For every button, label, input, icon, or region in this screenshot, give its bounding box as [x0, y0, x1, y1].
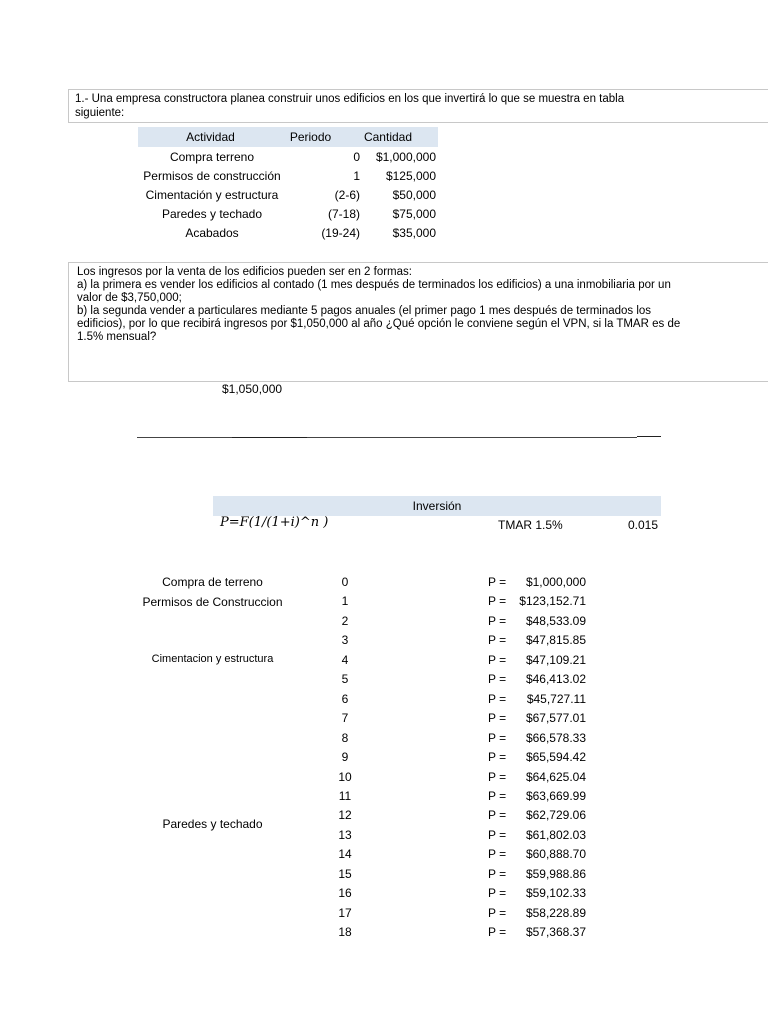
pv-row [0, 573, 768, 592]
pv-period: 1 [341, 594, 349, 608]
pv-period: 0 [341, 575, 349, 589]
pv-row [0, 592, 768, 611]
act-row-2-cantidad: $50,000 [392, 188, 436, 202]
pv-period: 4 [341, 653, 349, 667]
pv-value: $64,625.04 [525, 770, 586, 784]
p-equals-label: P = [488, 594, 507, 608]
p-equals-label: P = [488, 575, 507, 589]
act-row-1-actividad: Permisos de construcción [143, 169, 281, 183]
act-row-2-actividad: Cimentación y estructura [145, 188, 279, 202]
p-equals-label: P = [488, 867, 507, 881]
problem-statement-box [68, 89, 768, 123]
act-row-4-periodo: (19-24) [321, 226, 360, 240]
pv-period: 2 [341, 614, 349, 628]
pv-value: $63,669.99 [525, 789, 586, 803]
pv-value: $47,109.21 [525, 653, 586, 667]
p-equals-label: P = [488, 633, 507, 647]
pv-row [0, 865, 768, 884]
pv-value: $59,988.86 [525, 867, 586, 881]
act-row-4-actividad: Acabados [185, 226, 239, 240]
pv-row [0, 670, 768, 689]
p-equals-label: P = [488, 672, 507, 686]
income-line-4: b) la segunda vender a particulares mediante 5 pagos anuales (el primer pago 1 mes después de terminados los [77, 305, 652, 317]
header-cantidad: Cantidad [363, 130, 413, 144]
label-permisos: Permisos de Construccion [142, 595, 283, 609]
label-compra-terreno: Compra de terreno [162, 575, 263, 589]
income-line-1: Los ingresos por la venta de los edificios pueden ser en 2 formas: [77, 266, 412, 278]
pv-value: $123,152.71 [519, 594, 586, 608]
investment-header: Inversión [213, 496, 661, 516]
pv-value: $48,533.09 [525, 614, 586, 628]
act-row-1-periodo: 1 [353, 169, 360, 183]
divider-line-2 [232, 437, 307, 438]
pv-value: $65,594.42 [525, 750, 586, 764]
p-equals-label: P = [488, 808, 507, 822]
pv-period: 8 [341, 731, 349, 745]
income-line-5: edificios), por lo que recibirá ingresos por $1,050,000 al año ¿Qué opción le conviene según el VPN, si la TMAR es de [77, 318, 681, 330]
label-cimentacion: Cimentacion y estructura [151, 653, 274, 665]
tmar-label: TMAR 1.5% [498, 518, 563, 532]
pv-period: 13 [338, 828, 352, 842]
act-row-3-periodo: (7-18) [327, 207, 360, 221]
pv-period: 18 [338, 925, 352, 939]
pv-row [0, 923, 768, 942]
p-equals-label: P = [488, 711, 507, 725]
pv-value: $58,228.89 [525, 906, 586, 920]
income-statement-box [68, 262, 768, 382]
present-value-formula: P=F(1/(1+i)^n ) [220, 515, 329, 530]
pv-period: 10 [338, 770, 352, 784]
pv-period: 5 [341, 672, 349, 686]
act-row-2-periodo: (2-6) [334, 188, 360, 202]
act-row-0-actividad: Compra terreno [169, 150, 255, 164]
act-row-0-periodo: 0 [353, 150, 360, 164]
label-paredes: Paredes y techado [162, 817, 263, 831]
pv-value: $1,000,000 [525, 575, 586, 589]
pv-value: $45,727.11 [526, 692, 586, 706]
pv-period: 15 [338, 867, 352, 881]
pv-period: 12 [338, 808, 352, 822]
divider-line-1 [137, 437, 232, 438]
pv-row [0, 768, 768, 787]
pv-row [0, 826, 768, 845]
annual-income-amount: $1,050,000 [222, 382, 283, 396]
pv-value: $57,368.37 [525, 925, 586, 939]
pv-row [0, 729, 768, 748]
pv-row [0, 631, 768, 650]
income-line-2: a) la primera es vender los edificios al contado (1 mes después de terminados los edificios) a una inmobiliaria por un [77, 279, 671, 291]
p-equals-label: P = [488, 925, 507, 939]
problem-line-1: 1.- Una empresa constructora planea construir unos edificios en los que invertirá lo que se muestra en tabla [75, 93, 625, 105]
income-line-6: 1.5% mensual? [77, 331, 157, 343]
pv-value: $62,729.06 [525, 808, 586, 822]
pv-row [0, 651, 768, 670]
p-equals-label: P = [488, 886, 507, 900]
p-equals-label: P = [488, 653, 507, 667]
act-row-0-cantidad: $1,000,000 [375, 150, 436, 164]
pv-value: $46,413.02 [525, 672, 586, 686]
act-row-3-cantidad: $75,000 [392, 207, 436, 221]
pv-row [0, 806, 768, 825]
p-equals-label: P = [488, 828, 507, 842]
pv-row [0, 612, 768, 631]
header-periodo: Periodo [289, 130, 332, 144]
pv-value: $67,577.01 [525, 711, 586, 725]
pv-period: 11 [338, 789, 352, 803]
pv-period: 16 [338, 886, 352, 900]
pv-row [0, 904, 768, 923]
act-row-4-cantidad: $35,000 [392, 226, 436, 240]
divider-line-3 [307, 437, 637, 438]
income-line-3: valor de $3,750,000; [77, 292, 182, 304]
pv-period: 6 [341, 692, 349, 706]
act-row-1-cantidad: $125,000 [385, 169, 436, 183]
pv-period: 14 [338, 847, 352, 861]
p-equals-label: P = [488, 770, 507, 784]
pv-period: 3 [341, 633, 349, 647]
pv-row [0, 748, 768, 767]
pv-period: 7 [341, 711, 349, 725]
p-equals-label: P = [488, 692, 507, 706]
pv-row [0, 845, 768, 864]
pv-value: $47,815.85 [525, 633, 586, 647]
pv-value: $61,802.03 [525, 828, 586, 842]
pv-value: $59,102.33 [525, 886, 586, 900]
header-actividad: Actividad [186, 130, 235, 144]
pv-period: 17 [338, 906, 352, 920]
tmar-value: 0.015 [628, 518, 659, 532]
pv-value: $60,888.70 [525, 847, 586, 861]
p-equals-label: P = [488, 847, 507, 861]
pv-period: 9 [341, 750, 349, 764]
divider-line-4 [637, 436, 661, 437]
p-equals-label: P = [488, 906, 507, 920]
pv-row [0, 787, 768, 806]
p-equals-label: P = [488, 614, 507, 628]
pv-row [0, 709, 768, 728]
pv-row [0, 884, 768, 903]
pv-value: $66,578.33 [525, 731, 586, 745]
p-equals-label: P = [488, 789, 507, 803]
pv-row [0, 690, 768, 709]
problem-line-2: siguiente: [75, 107, 125, 119]
act-row-3-actividad: Paredes y techado [161, 207, 263, 221]
p-equals-label: P = [488, 731, 507, 745]
p-equals-label: P = [488, 750, 507, 764]
